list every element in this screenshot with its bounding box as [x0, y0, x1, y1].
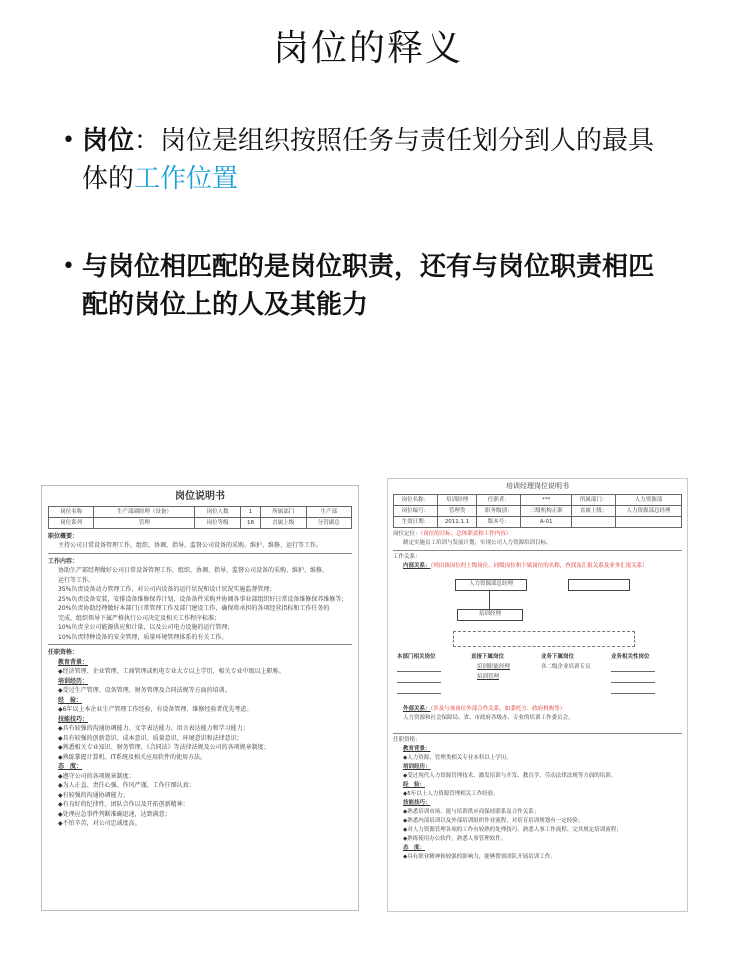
qual-item: ◆熟悉内部培训以及外部培训组织作业流程，对培育培训规划有一定经验；	[403, 818, 584, 824]
org-col-dept: 本部门相关岗位	[397, 654, 436, 660]
right-qual-list	[393, 745, 682, 862]
table-cell: 职务级别：	[477, 506, 521, 517]
bullet-dot-icon: •	[62, 254, 75, 279]
table-cell: 直属上级	[261, 517, 306, 528]
qual-item: ◆受过生产管理、设备管理、财务管理及合同法规等方面的培训。	[58, 687, 231, 694]
right-position-def-heading: 岗位定位：	[393, 531, 421, 537]
left-content-line: 25%负责设备安装，安排设备维修保养计划，设备备件采购并协调各事业部组织好日常设备维修保养维修等；	[58, 595, 348, 603]
qual-subheading: 经 验：	[58, 696, 83, 704]
left-content-line: 20%负责协助经理做好本部门日常管理工作及部门建设工作，确保将承担的各项经营指标和工作任务的	[58, 605, 330, 612]
qual-item: ◆具有较强的创新意识、成本意识、质量意识、环境意识和法律意识；	[58, 734, 243, 742]
table-cell: 任职者：	[477, 495, 521, 506]
org-box-blank	[568, 579, 630, 591]
bullet-responsibilities	[62, 248, 672, 324]
qual-subheading: 教育背景：	[403, 746, 431, 752]
qual-item: ◆有较强的沟通协调能力；	[58, 791, 129, 799]
org-chart	[393, 573, 682, 703]
right-external-note: （涉及与该岗位外部合作关系，如委托方、政府机构等）	[430, 706, 566, 712]
divider	[393, 733, 682, 734]
right-position-def-text: 制定实施员工培训与发展计划，实现公司人力资源培训目标。	[403, 540, 552, 546]
qual-item: ◆6年以上本企业生产管理工作经验，有设备管理、维修经验者优先考虑。	[58, 706, 253, 713]
org-sub-item: 各二级企业培训专员	[541, 664, 591, 670]
qual-item: ◆熟练使用办公软件，熟悉人事管理软件。	[403, 836, 507, 842]
right-external-text: 人力资源和社会保障局、省、市政府各级办、专业的培训工作委员会。	[403, 715, 574, 721]
left-content-heading: 工作内容：	[48, 557, 79, 565]
table-cell: 分管副总	[306, 517, 351, 528]
bullet-highlight: 工作位置	[134, 164, 239, 194]
left-content-line: 运行等工作。	[58, 576, 95, 584]
qual-item: ◆人力资源、管理类相关专业本科以上学历。	[403, 755, 512, 761]
left-content-line: 35%负责设备动力管理工作，对公司内设备的运行状况和设计状况实施监督管理；	[58, 586, 276, 593]
table-row	[394, 517, 682, 528]
divider	[48, 644, 352, 645]
left-qual-list	[48, 658, 352, 829]
right-external-heading: 外部关系：	[403, 706, 431, 712]
left-job-description-image	[41, 485, 359, 911]
org-connector	[489, 590, 490, 609]
left-doc-info-table	[48, 506, 352, 529]
right-internal-heading: 内部关系：	[403, 563, 431, 569]
table-cell: 18	[240, 517, 260, 528]
left-summary-text: 主持公司日常设备管理工作，组织、协调、指导、监督公司设备的采购、维护、维修、运行等工作。	[58, 542, 323, 549]
qual-item: ◆熟练掌握计算机、IT系统及相关应用软件的使用方法。	[58, 753, 207, 761]
right-internal-relations	[393, 562, 682, 571]
table-cell: 岗位系列	[49, 517, 94, 528]
left-content-list	[48, 566, 352, 642]
table-cell: 人力资源部总经理	[616, 506, 682, 517]
table-cell: A-01	[521, 517, 572, 528]
qual-item: ◆处理应急事件判断准确迅速，达到满意；	[58, 810, 171, 818]
table-cell: 1	[240, 506, 260, 517]
right-position-def	[393, 530, 682, 539]
qual-item: ◆经济管理、企业管理、工商管理或机电专业大专以上学历，相关专业中级以上职称。	[58, 668, 285, 675]
org-blank-lines	[611, 665, 655, 698]
table-cell: 2011.1.1	[437, 517, 477, 528]
table-cell	[572, 517, 616, 528]
right-external-relations	[393, 705, 682, 714]
org-blank-lines	[397, 665, 441, 698]
divider	[393, 550, 682, 551]
org-col-business: 业务下属岗位	[541, 654, 575, 660]
qual-subheading: 培训经历：	[403, 764, 431, 770]
table-cell: 三级机构正职	[521, 506, 572, 517]
bullet-text: 岗位是组织按照任务与责任划分到人的最具体的	[82, 126, 655, 194]
table-cell: ***	[521, 495, 572, 506]
qual-subheading: 技能技巧：	[58, 715, 89, 723]
table-row	[49, 506, 352, 517]
org-box-manager: 人力资源部总经理	[455, 579, 527, 591]
table-cell: 生效日期：	[394, 517, 438, 528]
qual-item: ◆具有职业精神和较强的影响力，能够帮领团队开展培训工作。	[403, 854, 556, 860]
table-cell: 管理	[94, 517, 195, 528]
bullet-term: 岗位	[82, 126, 135, 156]
table-cell: 岗位名称：	[394, 495, 438, 506]
bullet-position-definition	[62, 122, 672, 198]
table-cell: 人力资源部	[616, 495, 682, 506]
right-relations-heading: 工作关系：	[393, 554, 421, 560]
table-row	[394, 506, 682, 517]
qual-subheading: 教育背景：	[58, 658, 89, 666]
qual-subheading: 培训经历：	[58, 677, 89, 685]
org-sub-item: 培训职能经理	[477, 664, 511, 670]
qual-subheading: 经 验：	[403, 782, 426, 788]
org-sub-item: 培训管理	[477, 674, 500, 680]
table-cell	[616, 517, 682, 528]
table-row	[394, 495, 682, 506]
table-row	[49, 517, 352, 528]
divider	[48, 553, 352, 554]
right-job-description-image	[387, 478, 688, 912]
table-cell: 生产部副经理（设备）	[94, 506, 195, 517]
qual-item: ◆有良好的纪律性、团队合作以及开拓创新精神；	[58, 801, 189, 808]
qual-subheading: 技能技巧：	[403, 800, 431, 806]
table-cell: 直属上级：	[572, 506, 616, 517]
bullet-colon: ：	[134, 126, 161, 156]
bullet-text: 与岗位相匹配的是岗位职责，还有与岗位职责相匹配的岗位上的人及其能力	[82, 252, 655, 320]
qual-item: ◆为人正直、责任心强、作风严谨、工作仔细认真；	[58, 782, 195, 789]
qual-item: ◆具有较强的沟通协调能力、文字表达能力、语言表达能力和学习能力；	[58, 725, 249, 732]
left-content-line: 10%负责特种设备的安全管理，质量环境管理体系的有关工作。	[58, 633, 228, 641]
org-col-related: 业务相关性岗位	[611, 654, 650, 660]
left-doc-title: 岗位说明书	[175, 491, 225, 502]
left-summary-heading: 职位概要：	[48, 532, 79, 540]
table-cell: 岗位人数	[195, 506, 240, 517]
qual-item: ◆不怕辛苦，对公司忠诚度高。	[58, 820, 141, 827]
left-content-line: 协助生产部经理做好公司日常设备管理工作，组织、协调、指导、监督公司设备的采购、维护、维修、	[58, 567, 329, 574]
table-cell: 生产部	[306, 506, 351, 517]
left-qual-heading: 任职资格：	[48, 649, 79, 656]
qual-item: ◆受过现代人力资源管理技术、激发培训与开发、教育学、劳动法律法规等方面的培训。	[403, 773, 617, 779]
org-dashed-area	[453, 631, 635, 647]
org-box-training-manager: 培训经理	[457, 609, 523, 621]
left-content-line: 完成，组织领导下属严格执行公司决定及相关工作程序标准；	[58, 614, 221, 622]
table-cell: 岗位编号：	[394, 506, 438, 517]
qual-item: ◆熟悉相关专业知识、财务管理、《合同法》等法律法规及公司的各项规章制度；	[58, 744, 270, 751]
table-cell: 所属部门：	[572, 495, 616, 506]
table-cell: 培训经理	[437, 495, 477, 506]
table-cell: 岗位名称	[49, 506, 94, 517]
right-qual-heading: 任职资格：	[393, 737, 421, 743]
table-cell: 管理类	[437, 506, 477, 517]
left-content-line: 10%负责全公司能源供应和计量，以及公司电力设施的运行管理；	[58, 624, 234, 631]
table-cell: 岗位等级	[195, 517, 240, 528]
qual-item: ◆对人力资源管理各项的工作有较熟的处理技巧，熟悉人事工作流程、完其规定培训流程；	[403, 827, 622, 833]
qual-item: ◆遵守公司的各项规章制度；	[58, 772, 135, 780]
qual-subheading: 态 度：	[403, 845, 426, 851]
right-doc-title: 培训经理岗位说明书	[506, 482, 569, 490]
table-cell: 版本号：	[477, 517, 521, 528]
table-cell: 所属部门	[261, 506, 306, 517]
qual-item: ◆5年以上人力资源管理相关工作经验。	[403, 791, 499, 797]
right-position-def-note: （岗位的目标、总体职责和工作内容）	[420, 531, 512, 537]
right-doc-info-table	[393, 494, 682, 528]
bullet-dot-icon: •	[62, 128, 75, 153]
slide-title: 岗位的释义	[272, 28, 463, 69]
qual-subheading: 态 度：	[58, 763, 83, 770]
qual-item: ◆熟悉培训市场、能与培训供应商保持联系及合作关系；	[403, 809, 540, 815]
right-internal-note: （列出该岗位的上级岗位、同级岗位和下属岗位的名称，查找及汇报关系及业务汇报关系）	[430, 563, 648, 569]
org-col-direct: 直接下属岗位	[471, 654, 505, 660]
